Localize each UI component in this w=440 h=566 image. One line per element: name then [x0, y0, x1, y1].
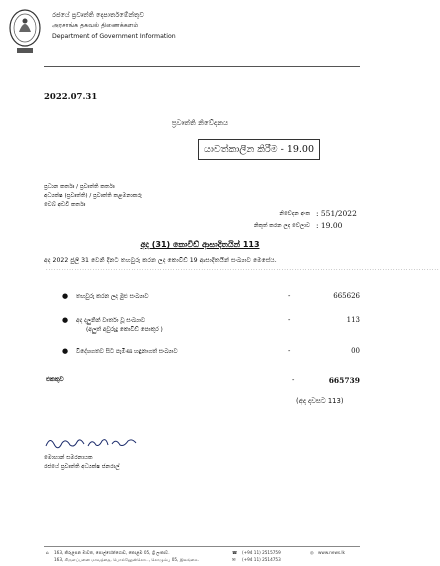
row-value-reported-today: 113	[346, 316, 360, 324]
fax-number: (+94 11) 2514753	[242, 557, 281, 562]
signature-image	[44, 434, 138, 452]
issue-time-label: නිකුත් කරන ලද වේලාව	[253, 223, 310, 229]
website-icon: ◎	[310, 550, 314, 555]
location-icon: ⌂	[46, 550, 49, 555]
address-sinhala: 163, කිරුළපන මාවත, පොල්හේන්ගොඩ, කොළඹ 05, ශ්‍රී ලංකාව.	[54, 550, 170, 555]
phone-number: (+94 11) 2515759	[242, 550, 281, 555]
distribution-line: ප්‍රධාන කර්තෘ / ප්‍රවෘත්ති කර්තෘ	[44, 184, 115, 190]
national-emblem-logo	[8, 8, 42, 56]
total-value: 665739	[328, 376, 360, 385]
dotted-divider: ........................................................................................................................................................	[46, 266, 440, 272]
row-dash: -	[288, 316, 291, 324]
bullet-icon: ●	[62, 292, 69, 300]
row-dash: -	[288, 347, 291, 355]
row-label-total-confirmed: තහවුරු කරන ලද මුළු සංඛ්‍යාව	[76, 294, 149, 300]
total-dash: -	[292, 376, 295, 384]
intro-sentence: අද 2022 ජුලි 31 වෙනි දිනට තහවුරු කරන ලද කොවිඩ් 19 ආසාදිතයින් සංඛ්‍යාව මෙසේය.	[44, 257, 277, 264]
distribution-line: වෙබ් අඩවි කර්තෘ	[44, 202, 86, 208]
footer-divider	[44, 546, 360, 547]
bullet-icon: ●	[62, 347, 69, 355]
release-date: 2022.07.31	[44, 92, 98, 102]
row-sublabel-cluster: (අලුත් අවුරුදු කොවිඩ් පොකුර )	[86, 327, 163, 333]
department-name-english: Department of Government Information	[52, 33, 176, 40]
cases-heading: අද (31) කොවිඩ් ආසාදිතයින් 113	[140, 240, 260, 249]
document-title: ප්‍රවෘත්ති නිවේදනය	[171, 118, 229, 127]
row-label-from-abroad: විදේශගතව සිට පැමිණ හඳුනාගත් සංඛ්‍යාව	[76, 349, 178, 355]
row-dash: -	[288, 292, 291, 300]
update-time-box: යාවත්කාලීන කිරීම - 19.00	[198, 139, 320, 160]
release-number-label: නිවේදන අංක	[279, 211, 310, 217]
department-name-tamil: அரசாங்க தகவல் திணைக்களம்	[52, 22, 139, 29]
header-divider	[44, 66, 360, 67]
address-tamil: 163, கிருளப்பனை மாவத்தை, பொல்ஹேன்கொட, கொழும்பு 05, இலங்கை.	[54, 557, 199, 562]
department-name-sinhala: රජයේ ප්‍රවෘත්ති දෙපාර්තමේන්තුව	[52, 11, 145, 19]
row-value-from-abroad: 00	[351, 347, 360, 355]
issue-time: : 19.00	[316, 221, 343, 230]
phone-icon: ☎	[232, 550, 238, 555]
release-number: : 551/2022	[316, 209, 357, 218]
signer-name: මොහාන් සමරනායක	[44, 455, 93, 461]
today-count: (අද දවසට 113)	[296, 397, 344, 405]
website-link[interactable]: www.news.lk	[318, 550, 345, 555]
signer-title: රජයේ ප්‍රවෘත්ති අධ්‍යක්ෂ ජනරාල්	[44, 464, 120, 470]
distribution-line: අධ්‍යක්ෂ (ප්‍රවෘත්ති) / ප්‍රවෘත්ති කළමනාකරු	[44, 193, 142, 199]
total-label: එකතුව	[46, 377, 64, 383]
row-value-total-confirmed: 665626	[333, 292, 360, 300]
fax-icon: ✉	[232, 557, 236, 562]
bullet-icon: ●	[62, 316, 69, 324]
row-label-reported-today: අද දලුනින් වාර්තා වූ සංඛ්‍යාව	[76, 318, 146, 324]
